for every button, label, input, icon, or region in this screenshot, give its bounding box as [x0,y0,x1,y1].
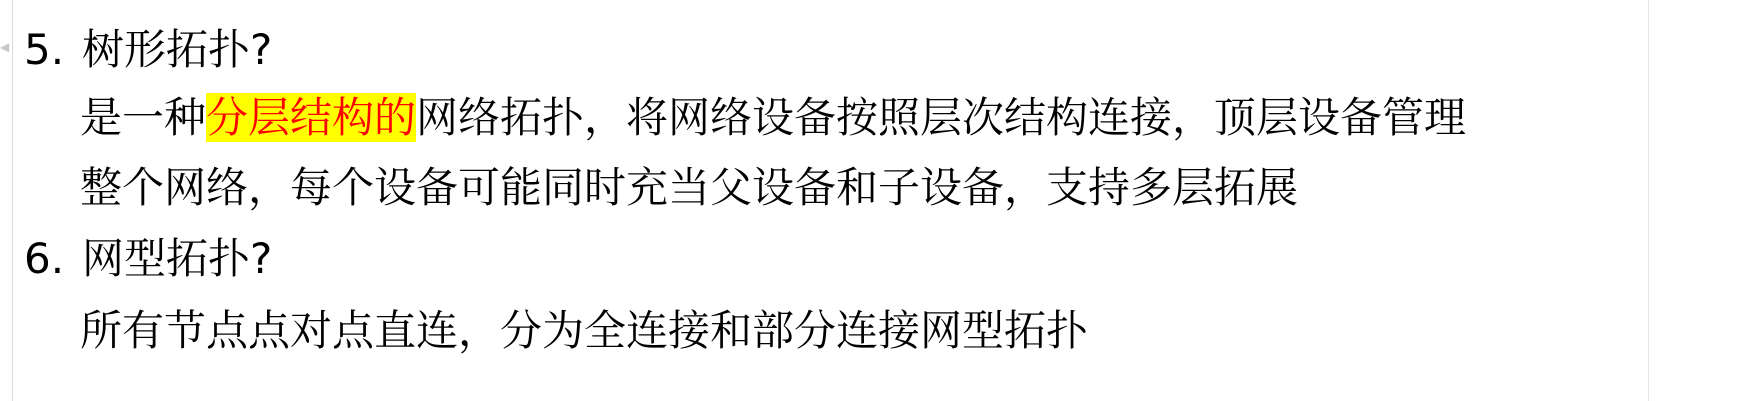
list-item-5-body-line-1 [80,91,1466,145]
list-item-5-body-line-2 [80,161,1298,215]
list-item-5-heading [24,23,272,77]
highlighted-text: 分层结构的 [206,93,417,142]
body-text: 所有节点点对点直连，分为全连接和部分连接网型拓扑 [80,306,1089,355]
body-text: 整个网络，每个设备可能同时充当父设备和子设备，支持多层拓展 [80,163,1299,212]
collapse-arrow-icon[interactable]: ◀ [0,40,10,54]
list-item-number: 6. [24,234,65,283]
body-text: 网络拓扑，将网络设备按照层次结构连接，顶层设备管理 [416,93,1467,142]
list-item-title: 树形拓扑? [82,25,273,74]
right-margin-rule [1648,0,1649,401]
list-item-6-body-line-1 [80,304,1088,358]
left-margin-rule [12,0,13,401]
body-text: 是一种 [80,93,207,142]
list-item-title: 网型拓扑? [82,234,273,283]
list-item-6-heading [24,232,272,286]
list-item-number: 5. [24,25,65,74]
